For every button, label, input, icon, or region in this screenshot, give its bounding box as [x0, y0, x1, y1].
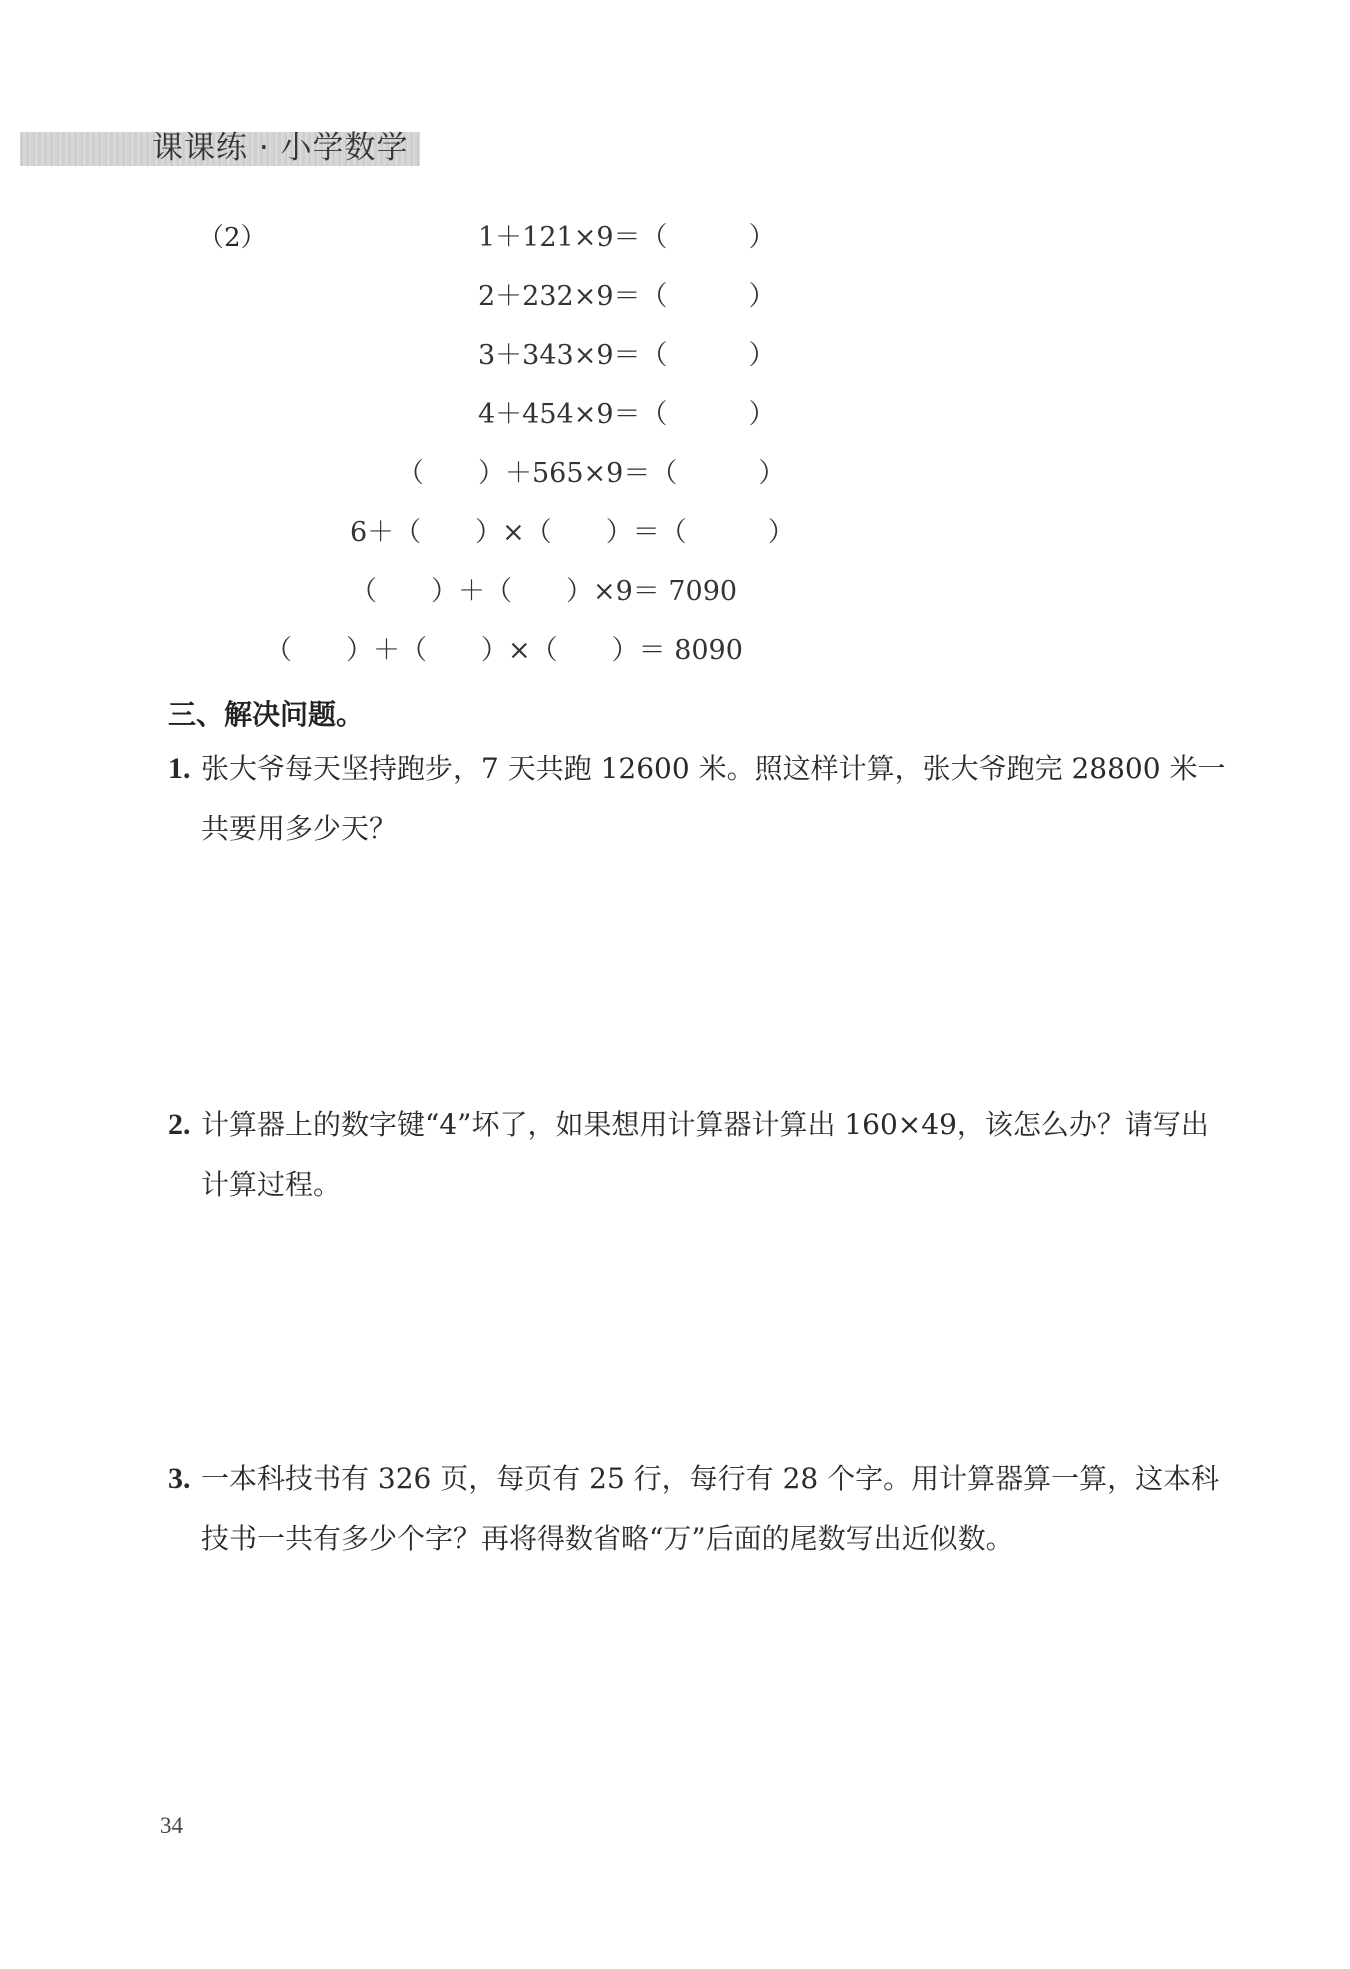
equation-row: 6＋（ ）×（ ）＝（ ） [350, 517, 795, 548]
problem-3 [168, 1449, 1228, 1569]
problem-text: 计算器上的数字键“4”坏了，如果想用计算器计算出 160×49，该怎么办？请写出计算过程。 [201, 1108, 1209, 1201]
problem-2 [168, 1095, 1228, 1215]
problem-number: 3. [168, 1462, 191, 1495]
equation-row: 4＋454×9＝（ ） [478, 399, 776, 430]
equation-row: 3＋343×9＝（ ） [478, 340, 776, 371]
equation-row: 1＋121×9＝（ ） [478, 222, 776, 253]
equation-row: 2＋232×9＝（ ） [478, 281, 776, 312]
problem-1 [168, 739, 1228, 859]
part-label: （2） [198, 223, 267, 253]
problem-text: 一本科技书有 326 页，每页有 25 行，每行有 28 个字。用计算器算一算，这本科技书一共有多少个字？再将得数省略“万”后面的尾数写出近似数。 [201, 1462, 1220, 1555]
problem-text: 张大爷每天坚持跑步，7 天共跑 12600 米。照这样计算，张大爷跑完 28800 米一共要用多少天？ [201, 752, 1226, 845]
header-title: 课课练 · 小学数学 [152, 130, 409, 166]
section-title: 三、解决问题。 [168, 698, 365, 731]
problem-number: 1. [168, 752, 191, 785]
equation-row: （ ）＋（ ）×9＝ 7090 [350, 576, 738, 607]
equation-row: （ ）＋565×9＝（ ） [397, 458, 786, 489]
problem-number: 2. [168, 1108, 191, 1141]
equation-row: （ ）＋（ ）×（ ）＝ 8090 [265, 635, 743, 666]
page-number: 34 [160, 1813, 183, 1838]
